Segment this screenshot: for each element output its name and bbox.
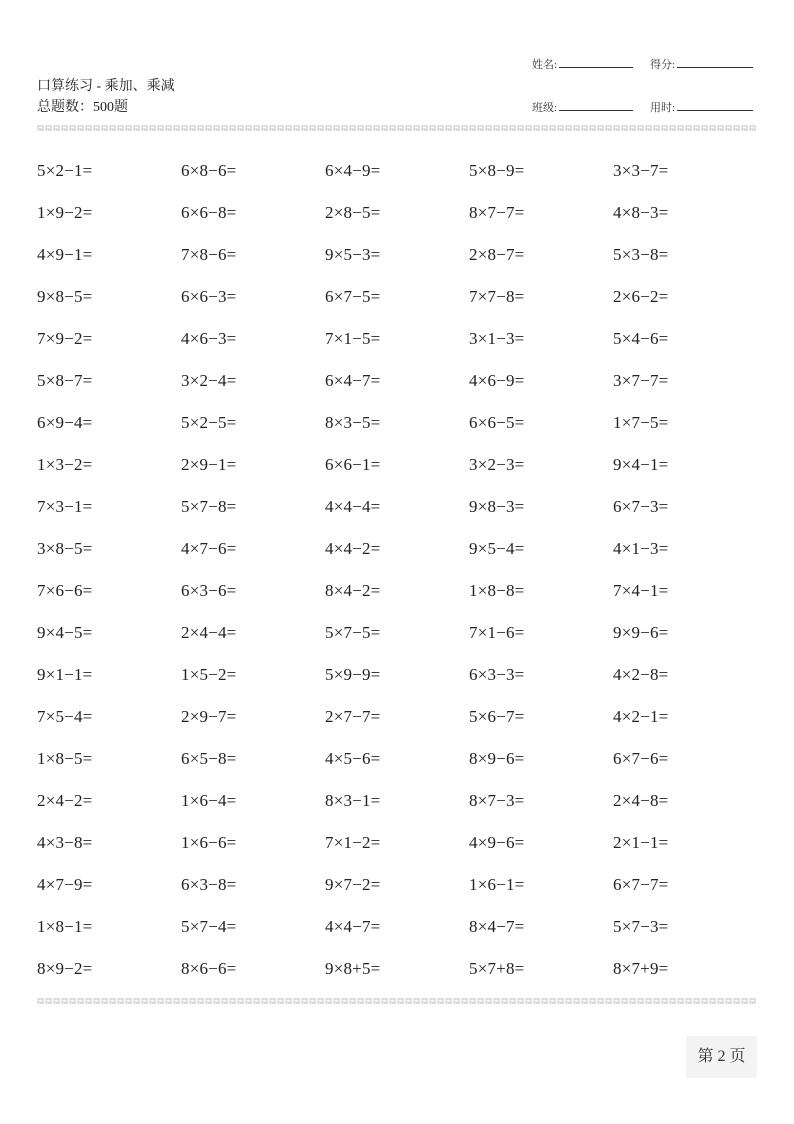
problem-item: 7×8−6= [181,245,237,264]
problem-item: 7×1−5= [325,329,381,348]
problem-item: 9×5−3= [325,245,381,264]
problem-item: 6×3−6= [181,581,237,600]
problem-item: 1×6−4= [181,791,237,810]
problem-item: 8×7−7= [469,203,525,222]
problem-item: 2×8−5= [325,203,381,222]
problem-item: 4×2−8= [613,665,669,684]
problem-item: 6×7−5= [325,287,381,306]
problem-item: 8×4−7= [469,917,525,936]
bottom-decorative-border [37,998,757,1005]
problem-item: 3×1−3= [469,329,525,348]
problem-item: 3×2−4= [181,371,237,390]
problem-item: 6×3−8= [181,875,237,894]
problem-item: 7×5−4= [37,707,93,726]
problem-item: 6×6−3= [181,287,237,306]
problem-item: 1×8−5= [37,749,93,768]
problem-item: 8×7−3= [469,791,525,810]
problem-item: 6×3−3= [469,665,525,684]
problem-item: 1×6−6= [181,833,237,852]
name-blank[interactable] [559,57,633,68]
problem-item: 2×1−1= [613,833,669,852]
problem-item: 9×7−2= [325,875,381,894]
problem-item: 9×5−4= [469,539,525,558]
problem-item: 9×8+5= [325,959,381,978]
problem-item: 1×9−2= [37,203,93,222]
problem-item: 6×4−7= [325,371,381,390]
problem-item: 3×2−3= [469,455,525,474]
problem-item: 7×9−2= [37,329,93,348]
problem-item: 1×7−5= [613,413,669,432]
problem-item: 4×6−3= [181,329,237,348]
problem-item: 2×8−7= [469,245,525,264]
problem-item: 5×8−9= [469,161,525,180]
problem-item: 7×7−8= [469,287,525,306]
problem-item: 9×8−3= [469,497,525,516]
problem-item: 4×6−9= [469,371,525,390]
worksheet-title: 口算练习 - 乘加、乘减 [37,79,175,94]
problem-item: 8×6−6= [181,959,237,978]
problem-item: 5×3−8= [613,245,669,264]
problem-item: 5×2−1= [37,161,93,180]
problem-item: 5×7−5= [325,623,381,642]
problem-item: 6×4−9= [325,161,381,180]
time-field [650,99,753,115]
problem-item: 8×9−6= [469,749,525,768]
problem-item: 9×9−6= [613,623,669,642]
problem-item: 2×7−7= [325,707,381,726]
problem-item: 7×4−1= [613,581,669,600]
time-label: 用时: [650,102,676,114]
problem-item: 6×8−6= [181,161,237,180]
problem-item: 4×9−6= [469,833,525,852]
problem-item: 5×8−7= [37,371,93,390]
problem-item: 9×4−1= [613,455,669,474]
problem-item: 4×1−3= [613,539,669,558]
time-blank[interactable] [677,100,753,111]
problem-item: 4×5−6= [325,749,381,768]
problem-item: 6×5−8= [181,749,237,768]
class-blank[interactable] [559,100,633,111]
problem-item: 1×5−2= [181,665,237,684]
problem-item: 4×2−1= [613,707,669,726]
problem-item: 8×9−2= [37,959,93,978]
problem-item: 4×3−8= [37,833,93,852]
problem-item: 5×9−9= [325,665,381,684]
name-field [532,56,633,72]
problem-item: 9×1−1= [37,665,93,684]
page-number: 第 2 页 [686,1036,757,1078]
problem-item: 2×4−2= [37,791,93,810]
problem-item: 6×6−5= [469,413,525,432]
problem-item: 6×6−1= [325,455,381,474]
problem-item: 4×4−2= [325,539,381,558]
problem-item: 1×8−1= [37,917,93,936]
problem-item: 6×7−7= [613,875,669,894]
problem-item: 3×7−7= [613,371,669,390]
problem-item: 5×6−7= [469,707,525,726]
score-field [650,56,753,72]
problem-item: 5×4−6= [613,329,669,348]
problem-item: 8×4−2= [325,581,381,600]
problem-item: 6×9−4= [37,413,93,432]
score-blank[interactable] [677,57,753,68]
problem-item: 6×7−6= [613,749,669,768]
problem-item: 5×2−5= [181,413,237,432]
problem-item: 7×3−1= [37,497,93,516]
problem-item: 7×6−6= [37,581,93,600]
problem-item: 4×4−4= [325,497,381,516]
problem-item: 8×3−1= [325,791,381,810]
top-decorative-border [37,125,757,132]
problem-item: 4×7−6= [181,539,237,558]
problem-item: 6×6−8= [181,203,237,222]
total-count: 总题数：500题 [37,100,128,115]
class-label: 班级: [532,102,558,114]
problem-item: 5×7−8= [181,497,237,516]
problem-item: 3×8−5= [37,539,93,558]
problem-item: 2×9−7= [181,707,237,726]
problem-item: 3×3−7= [613,161,669,180]
problem-item: 4×8−3= [613,203,669,222]
problem-item: 9×4−5= [37,623,93,642]
problem-item: 1×6−1= [469,875,525,894]
problem-item: 9×8−5= [37,287,93,306]
problem-item: 7×1−2= [325,833,381,852]
problem-item: 2×6−2= [613,287,669,306]
problem-item: 5×7−4= [181,917,237,936]
class-field [532,99,633,115]
problem-item: 4×4−7= [325,917,381,936]
problem-item: 8×3−5= [325,413,381,432]
problem-item: 1×3−2= [37,455,93,474]
problem-item: 2×4−8= [613,791,669,810]
name-label: 姓名: [532,59,558,71]
problem-item: 4×7−9= [37,875,93,894]
problem-item: 5×7−3= [613,917,669,936]
problem-item: 7×1−6= [469,623,525,642]
problem-item: 2×9−1= [181,455,237,474]
problem-item: 5×7+8= [469,959,525,978]
problem-item: 1×8−8= [469,581,525,600]
problem-item: 4×9−1= [37,245,93,264]
problem-item: 2×4−4= [181,623,237,642]
problem-grid [37,150,777,990]
problem-item: 6×7−3= [613,497,669,516]
problem-item: 8×7+9= [613,959,669,978]
score-label: 得分: [650,59,676,71]
